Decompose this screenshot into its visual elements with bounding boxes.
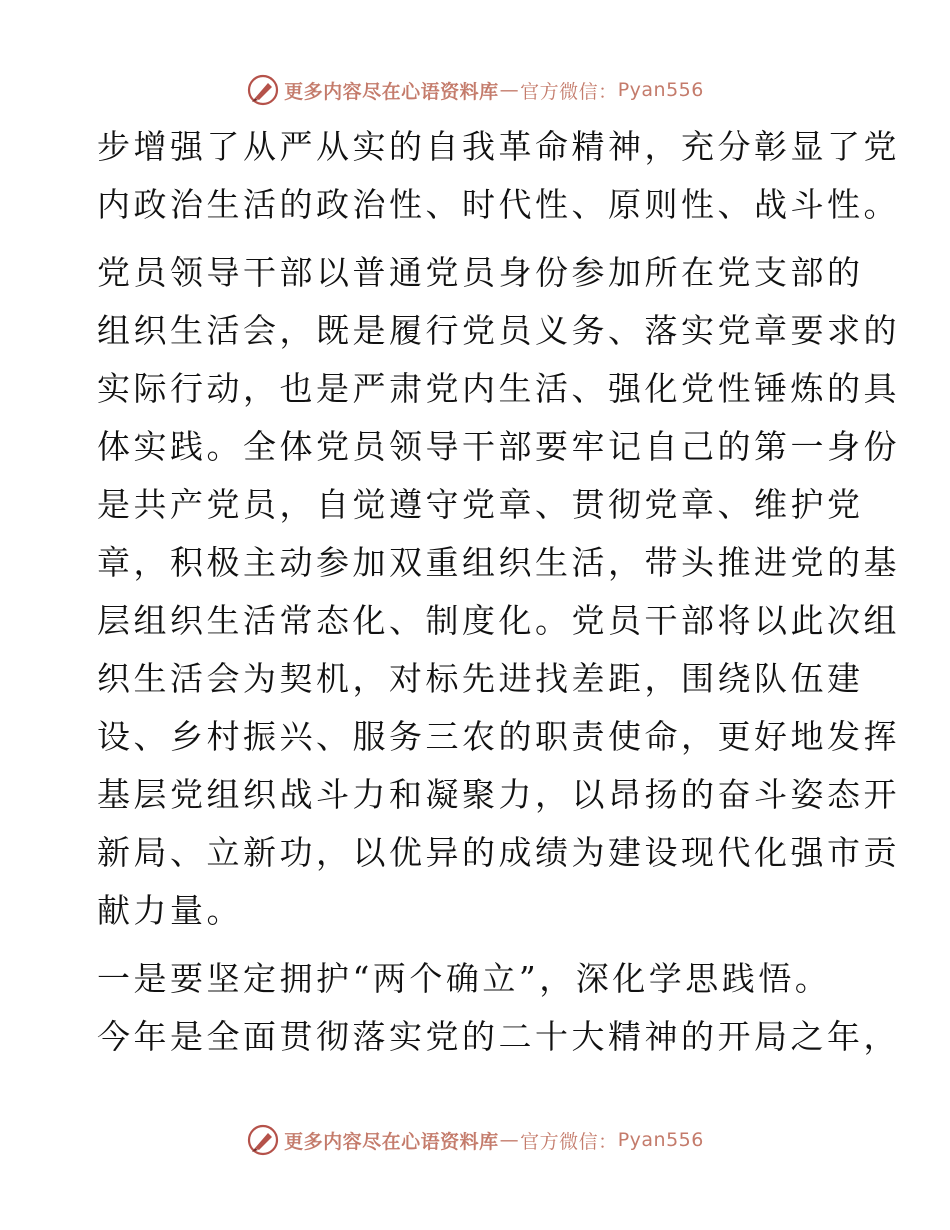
watermark-account: Pyan556: [617, 79, 704, 101]
text-line: 是共产党员，自觉遵守党章、贯彻党章、维护党: [97, 485, 864, 524]
text-line: 新局、立新功，以优异的成绩为建设现代化强市贡: [97, 833, 900, 872]
paragraph: [97, 950, 900, 1066]
watermark-contact-label: 官方微信：: [520, 1130, 618, 1153]
text-line: 层组织生活常态化、制度化。党员干部将以此次组: [97, 601, 900, 640]
watermark-contact-label: 官方微信：: [520, 80, 618, 103]
text-line: 织生活会为契机，对标先进找差距，围绕队伍建: [97, 659, 864, 698]
text-line: 党员领导干部以普通党员身份参加所在党支部的: [97, 253, 864, 292]
text-line: 今年是全面贯彻落实党的二十大精神的开局之年，: [97, 1017, 900, 1056]
text-line: 基层党组织战斗力和凝聚力，以昂扬的奋斗姿态开: [97, 775, 900, 814]
text-line: 内政治生活的政治性、时代性、原则性、战斗性。: [97, 185, 900, 224]
text-line: 实际行动，也是严肃党内生活、强化党性锤炼的具: [97, 369, 900, 408]
text-line: 组织生活会，既是履行党员义务、落实党章要求的: [97, 311, 900, 350]
text-line: 献力量。: [97, 891, 243, 930]
text-line: 体实践。全体党员领导干部要牢记自己的第一身份: [97, 427, 900, 466]
watermark-banner-bottom: [0, 1120, 950, 1160]
watermark-text: 更多内容尽在心语资料库: [284, 1130, 499, 1153]
watermark-separator: —: [499, 79, 520, 101]
pen-logo-icon: [246, 1123, 280, 1157]
text-line: 步增强了从严从实的自我革命精神，充分彰显了党: [97, 127, 900, 166]
pen-logo-icon: [246, 73, 280, 107]
watermark-banner-top: [0, 70, 950, 110]
text-line: 一是要坚定拥护“两个确立”，深化学思践悟。: [97, 959, 832, 998]
watermark-text: 更多内容尽在心语资料库: [284, 80, 499, 103]
text-line: 设、乡村振兴、服务三农的职责使命，更好地发挥: [97, 717, 900, 756]
watermark-account: Pyan556: [617, 1129, 704, 1151]
text-line: 章，积极主动参加双重组织生活，带头推进党的基: [97, 543, 900, 582]
document-body: [97, 118, 900, 1066]
paragraph: [97, 118, 900, 234]
paragraph: [97, 244, 900, 940]
watermark-separator: —: [499, 1129, 520, 1151]
